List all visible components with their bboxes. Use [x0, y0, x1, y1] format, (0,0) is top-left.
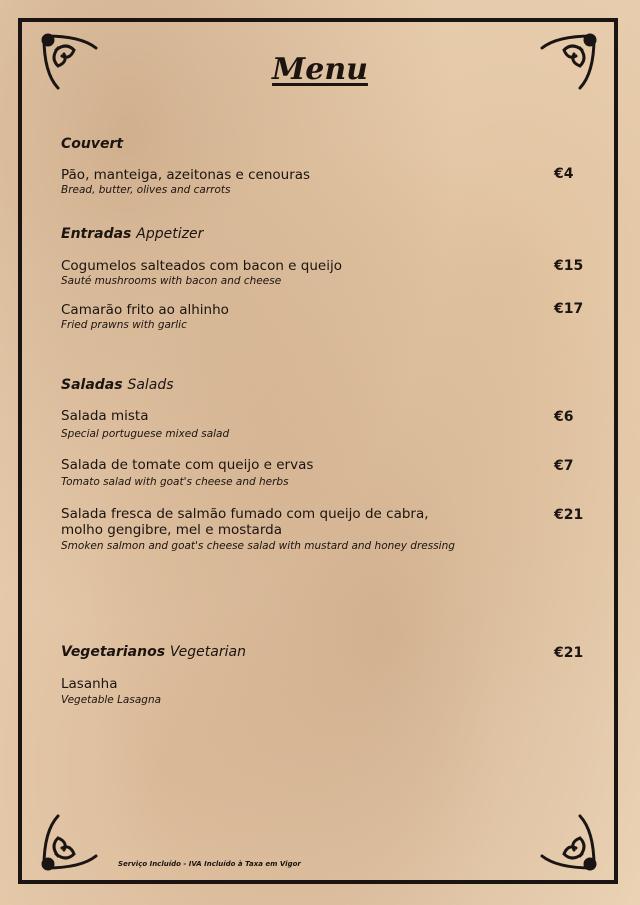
menu-title: Menu: [272, 52, 368, 87]
section-heading-pt: Saladas: [61, 377, 123, 393]
item-name: Pão, manteiga, azeitonas e cenouras: [61, 167, 311, 183]
item-description: Special portuguese mixed salad: [61, 428, 230, 440]
section-heading-pt: Entradas: [61, 226, 132, 242]
item-price: €15: [554, 258, 584, 274]
item-price: €21: [554, 507, 584, 523]
item-price: €7: [554, 458, 574, 474]
treble-clef-ornament-icon: [532, 806, 602, 876]
section-heading-entradas: [61, 226, 203, 242]
item-description: Vegetable Lasagna: [61, 694, 162, 706]
item-price: €21: [554, 645, 584, 661]
section-heading-vegetarianos: [61, 644, 246, 660]
item-description: Fried prawns with garlic: [61, 319, 187, 331]
item-name: Salada mista: [61, 408, 149, 424]
item-description: Smoken salmon and goat's cheese salad with mustard and honey dressing: [61, 540, 455, 552]
item-name: Cogumelos salteados com bacon e queijo: [61, 258, 342, 274]
item-name: Lasanha: [61, 676, 118, 692]
footer-note: Serviço Incluído - IVA Incluído à Taxa em Vigor: [118, 860, 301, 868]
section-heading-en: Vegetarian: [169, 644, 246, 660]
treble-clef-ornament-icon: [36, 806, 106, 876]
section-heading-saladas: [61, 377, 174, 393]
section-heading-couvert: Couvert: [61, 136, 124, 152]
item-price: €4: [554, 166, 574, 182]
item-price: €17: [554, 301, 584, 317]
item-description: Bread, butter, olives and carrots: [61, 184, 231, 196]
section-heading-en: Salads: [127, 377, 174, 393]
item-name: molho gengibre, mel e mostarda: [61, 522, 282, 538]
section-heading-pt: Vegetarianos: [61, 644, 166, 660]
section-heading-en: Appetizer: [136, 226, 204, 242]
item-name: Camarão frito ao alhinho: [61, 302, 229, 318]
item-description: Tomato salad with goat's cheese and herbs: [61, 476, 289, 488]
item-name: Salada fresca de salmão fumado com queijo de cabra,: [61, 506, 429, 522]
item-description: Sauté mushrooms with bacon and cheese: [61, 275, 282, 287]
item-price: €6: [554, 409, 574, 425]
item-name: Salada de tomate com queijo e ervas: [61, 457, 314, 473]
